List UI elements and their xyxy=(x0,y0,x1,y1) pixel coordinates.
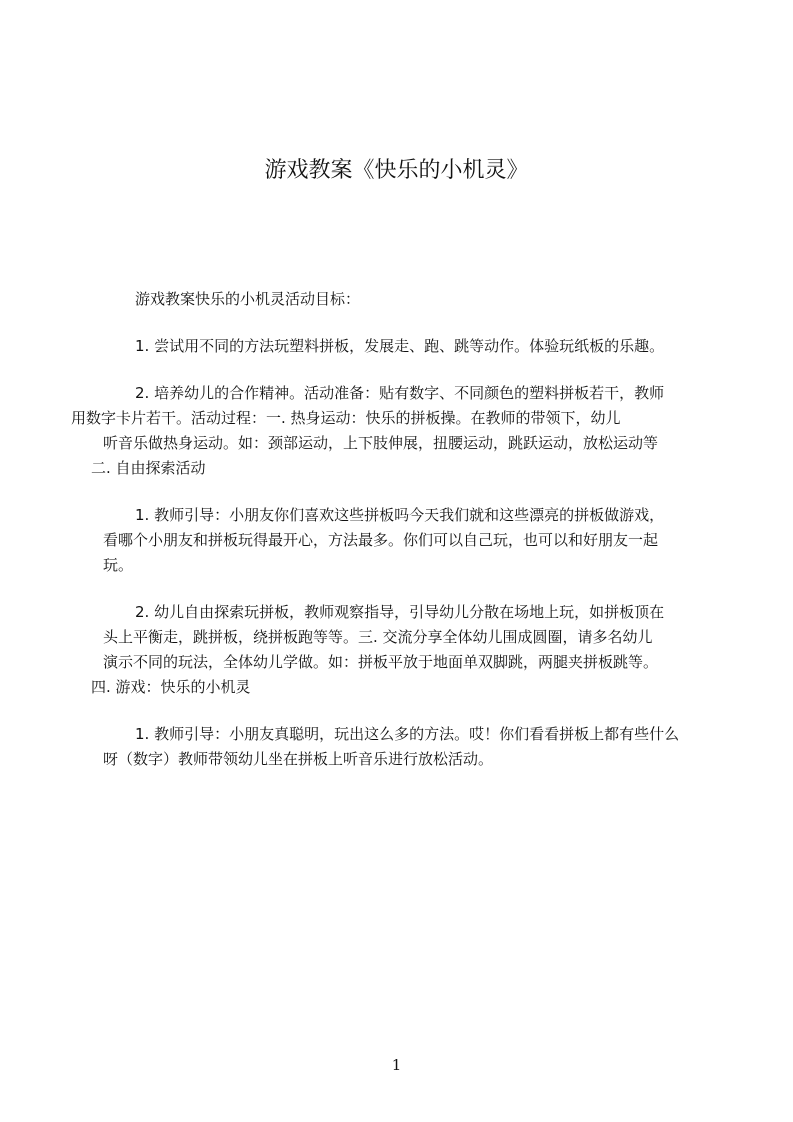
paragraph-free-exploration xyxy=(91,600,703,700)
text-line: 玩。 xyxy=(103,556,134,574)
text-line: 头上平衡走，跳拼板，绕拼板跑等等。三. 交流分享全体幼儿围成圆圈，请多名幼儿 xyxy=(103,628,653,646)
document-body xyxy=(71,287,703,794)
text-line: 1. 教师引导：小朋友你们喜欢这些拼板吗今天我们就和这些漂亮的拼板做游戏， xyxy=(135,506,665,524)
text-line: 演示不同的玩法，全体幼儿学做。如：拼板平放于地面单双脚跳，两腿夹拼板跳等。 xyxy=(103,653,659,671)
paragraph-objective-1 xyxy=(103,334,703,359)
page-number: 1 xyxy=(391,1056,402,1074)
text-line: 呀（数字）教师带领幼儿坐在拼板上听音乐进行放松活动。 xyxy=(103,750,494,768)
paragraph-objectives-heading xyxy=(103,287,703,312)
text-line: 2. 培养幼儿的合作精神。活动准备：贴有数字、不同颜色的塑料拼板若干，教师 xyxy=(135,384,665,402)
paragraph-guidance-2 xyxy=(103,722,703,772)
paragraph-objective-2 xyxy=(71,381,703,481)
text-line: 游戏教案快乐的小机灵活动目标： xyxy=(135,290,361,308)
text-line: 四. 游戏：快乐的小机灵 xyxy=(91,678,251,696)
text-line: 听音乐做热身运动。如：颈部运动，上下肢伸展，扭腰运动，跳跃运动，放松运动等 xyxy=(103,434,659,452)
text-line: 看哪个小朋友和拼板玩得最开心，方法最多。你们可以自己玩，也可以和好朋友一起 xyxy=(103,531,659,549)
document-title: 游戏教案《快乐的小机灵》 xyxy=(264,157,529,183)
text-line: 2. 幼儿自由探索玩拼板，教师观察指导，引导幼儿分散在场地上玩，如拼板顶在 xyxy=(135,603,665,621)
text-line: 用数字卡片若干。活动过程：一. 热身运动：快乐的拼板操。在教师的带领下，幼儿 xyxy=(71,409,621,427)
text-line: 1. 尝试用不同的方法玩塑料拼板，发展走、跑、跳等动作。体验玩纸板的乐趣。 xyxy=(135,337,665,355)
paragraph-guidance-1 xyxy=(103,503,703,578)
text-line: 二. 自由探索活动 xyxy=(91,459,206,477)
text-line: 1. 教师引导：小朋友真聪明，玩出这么多的方法。哎！你们看看拼板上都有些什么 xyxy=(135,725,680,743)
